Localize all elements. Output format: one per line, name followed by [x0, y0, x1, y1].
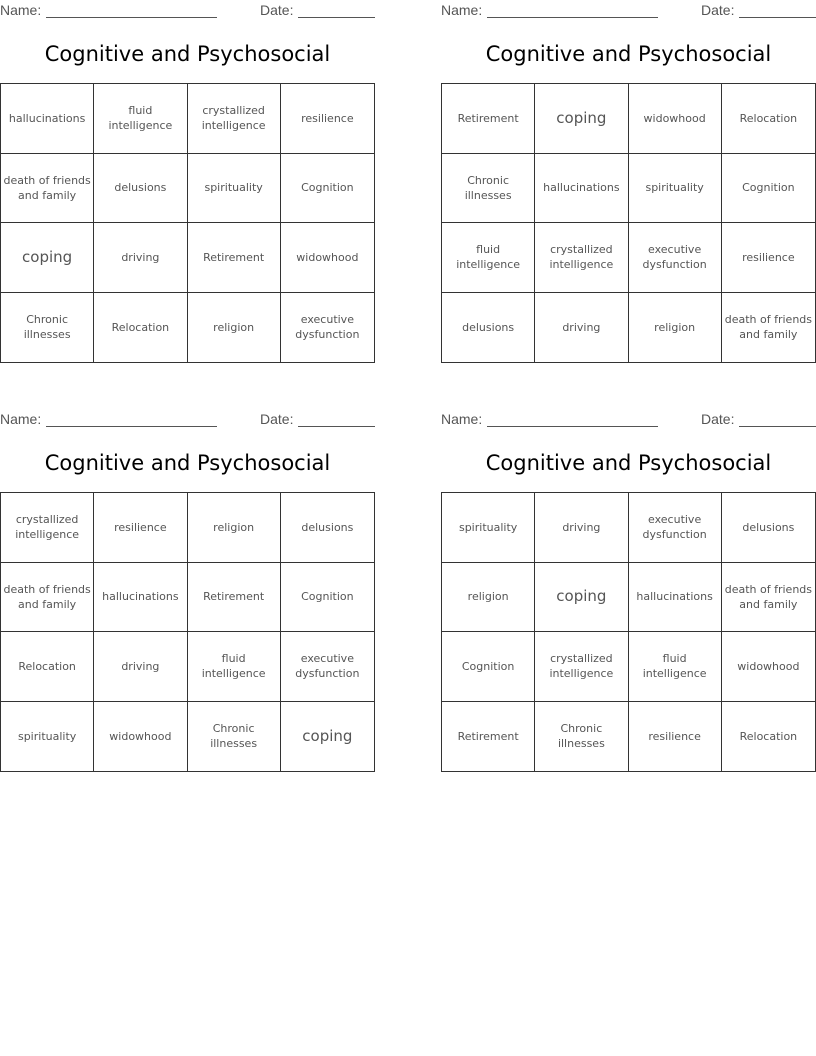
bingo-cell: religion: [442, 563, 535, 633]
bingo-grid: [0, 492, 375, 772]
bingo-grid: [441, 492, 816, 772]
bingo-cell: coping: [302, 726, 353, 745]
name-line: [487, 426, 658, 427]
bingo-cell: Chronic illnesses: [1, 293, 94, 363]
bingo-cell: coping: [1, 223, 94, 293]
bingo-cell: death of friends and family: [724, 313, 813, 342]
bingo-cell: Chronic illnesses: [442, 154, 535, 224]
bingo-cell: hallucinations: [94, 563, 187, 633]
bingo-cell: Chronic illnesses: [188, 702, 281, 772]
date-label: Date:: [260, 411, 294, 427]
bingo-cell: delusions: [94, 154, 187, 224]
bingo-cell: fluid intelligence: [442, 223, 535, 293]
bingo-cell: fluid intelligence: [629, 632, 722, 702]
bingo-card: [441, 409, 816, 751]
bingo-cell: driving: [535, 493, 628, 563]
bingo-cell: resilience: [94, 493, 187, 563]
bingo-cell: Relocation: [722, 84, 815, 154]
bingo-cell: Relocation: [739, 729, 798, 743]
bingo-cell: widowhood: [629, 84, 722, 154]
bingo-cell: death of friends and family: [722, 563, 815, 633]
bingo-cell: crystallized intelligence: [188, 84, 281, 154]
bingo-cell: executive dysfunction: [629, 223, 722, 293]
bingo-cell: delusions: [281, 493, 374, 563]
bingo-cell: widowhood: [281, 223, 374, 293]
bingo-cell: death of friends and family: [1, 563, 94, 633]
bingo-cell: hallucinations: [629, 563, 722, 633]
name-label: Name:: [0, 411, 42, 427]
bingo-cell: driving: [94, 632, 187, 702]
bingo-cell: widowhood: [722, 632, 815, 702]
card-title: Cognitive and Psychosocial: [485, 42, 772, 66]
bingo-cell: Retirement: [188, 563, 281, 633]
bingo-cell: driving: [94, 223, 187, 293]
name-label: Name:: [0, 2, 42, 18]
bingo-cell: executive dysfunction: [629, 493, 722, 563]
bingo-card: [0, 0, 375, 342]
bingo-cell: Retirement: [442, 702, 535, 772]
bingo-cell: widowhood: [94, 702, 187, 772]
date-label: Date:: [701, 411, 735, 427]
date-line: [739, 426, 816, 427]
bingo-cell: executive dysfunction: [295, 313, 360, 342]
date-label: Date:: [701, 2, 735, 18]
bingo-cell: spirituality: [1, 702, 94, 772]
bingo-card: [441, 0, 816, 342]
bingo-cell: religion: [188, 493, 281, 563]
bingo-cell: spirituality: [629, 154, 722, 224]
bingo-cell: resilience: [629, 702, 722, 772]
bingo-cell: Chronic illnesses: [535, 702, 628, 772]
date-line: [298, 17, 375, 18]
bingo-cell: resilience: [281, 84, 374, 154]
name-label: Name:: [441, 2, 483, 18]
bingo-cell: Relocation: [1, 632, 94, 702]
bingo-grid: [0, 83, 375, 363]
bingo-grid: [441, 83, 816, 363]
name-date-row: [441, 409, 816, 431]
card-title: Cognitive and Psychosocial: [44, 451, 331, 475]
date-line: [298, 426, 375, 427]
bingo-cell: Relocation: [94, 293, 187, 363]
bingo-cell: spirituality: [188, 154, 281, 224]
bingo-cell: delusions: [722, 493, 815, 563]
card-title: Cognitive and Psychosocial: [485, 451, 772, 475]
name-date-row: [441, 0, 816, 22]
bingo-cell: coping: [535, 84, 628, 154]
bingo-cell: religion: [188, 293, 281, 363]
name-line: [487, 17, 658, 18]
bingo-cell: Cognition: [281, 154, 374, 224]
bingo-cell: crystallized intelligence: [535, 223, 628, 293]
name-line: [46, 17, 217, 18]
bingo-cell: Cognition: [442, 632, 535, 702]
bingo-cell: executive dysfunction: [281, 632, 374, 702]
bingo-cell: delusions: [442, 293, 535, 363]
bingo-cell: Retirement: [442, 84, 535, 154]
bingo-cell: driving: [535, 293, 628, 363]
name-date-row: [0, 409, 375, 431]
name-date-row: [0, 0, 375, 22]
bingo-cell: crystallized intelligence: [1, 493, 94, 563]
bingo-cell: hallucinations: [535, 154, 628, 224]
bingo-cell: crystallized intelligence: [535, 632, 628, 702]
bingo-cell: Cognition: [281, 563, 374, 633]
bingo-cell: spirituality: [442, 493, 535, 563]
bingo-cell: resilience: [722, 223, 815, 293]
bingo-cell: coping: [535, 563, 628, 633]
card-title: Cognitive and Psychosocial: [44, 42, 331, 66]
bingo-cell: Retirement: [188, 223, 281, 293]
bingo-cell: Cognition: [722, 154, 815, 224]
bingo-cell: death of friends and family: [1, 154, 94, 224]
name-line: [46, 426, 217, 427]
bingo-card: [0, 409, 375, 751]
bingo-cell: fluid intelligence: [188, 632, 281, 702]
date-line: [739, 17, 816, 18]
name-label: Name:: [441, 411, 483, 427]
bingo-cell: fluid intelligence: [94, 84, 187, 154]
bingo-cell: religion: [629, 293, 722, 363]
date-label: Date:: [260, 2, 294, 18]
bingo-cell: hallucinations: [1, 84, 94, 154]
